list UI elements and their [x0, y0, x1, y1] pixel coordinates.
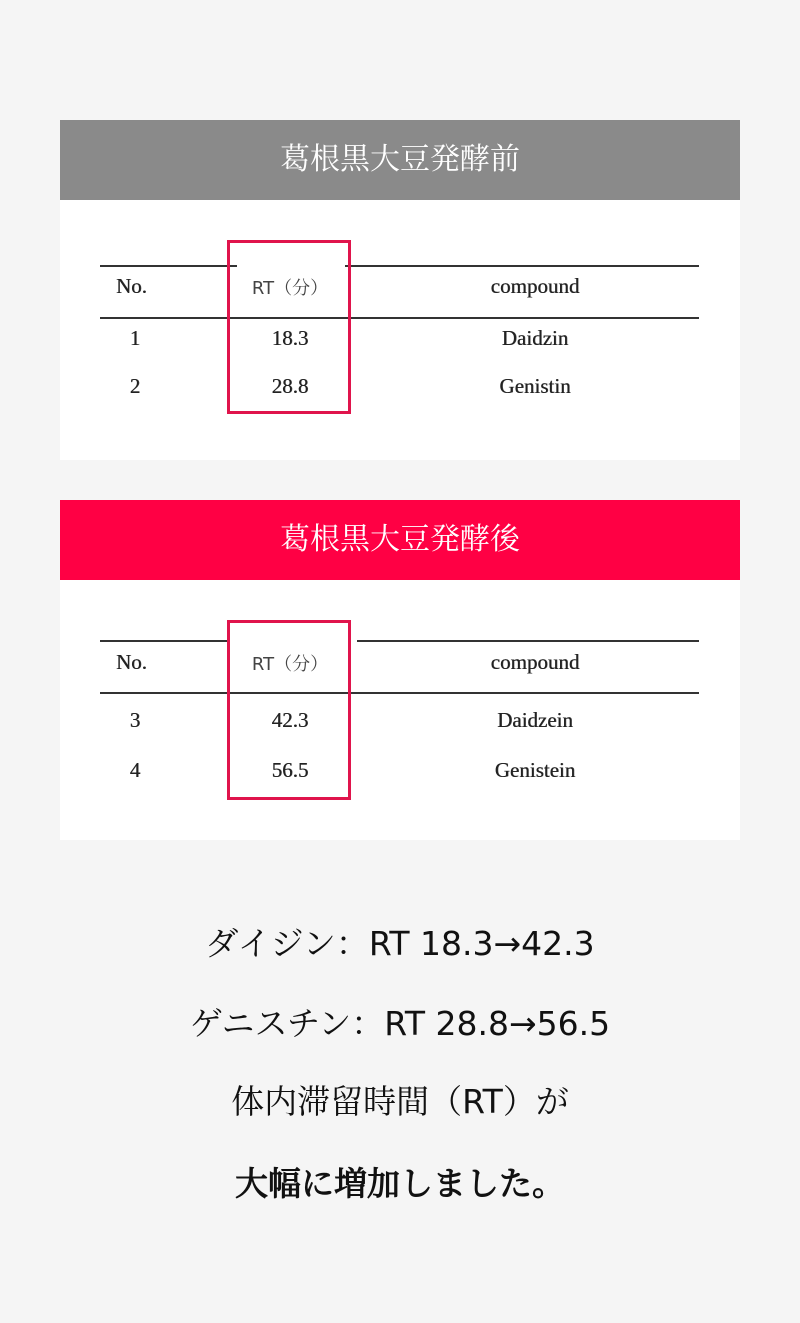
table-header-rule	[100, 692, 699, 694]
rt-column-highlight	[227, 240, 351, 414]
col-header-rt: RT（分）	[251, 654, 329, 675]
summary-genistin-rt: ゲニスチン：RT 28.8→56.5	[189, 1004, 611, 1043]
row-rt: 18.3	[271, 326, 309, 350]
rt-column-highlight	[227, 620, 351, 800]
row-no: 4	[129, 758, 141, 782]
after-card-title: 葛根黒大豆発酵後	[60, 500, 740, 580]
before-results-table	[60, 200, 740, 460]
after-results-table	[60, 580, 740, 840]
table-top-rule	[357, 640, 699, 642]
col-header-rt: RT（分）	[251, 278, 329, 299]
row-compound: Daidzein	[497, 708, 573, 732]
col-header-no: No.	[116, 650, 147, 674]
before-fermentation-card	[60, 120, 740, 460]
summary-rt-statement: 体内滞留時間（RT）が	[231, 1082, 569, 1121]
row-compound: Daidzin	[501, 326, 569, 350]
table-header-rule	[100, 317, 699, 319]
after-fermentation-card	[60, 500, 740, 840]
row-no: 2	[129, 374, 141, 398]
row-no: 1	[129, 326, 141, 350]
table-top-rule	[100, 265, 237, 267]
summary-daidzin-rt: ダイジン：RT 18.3→42.3	[205, 924, 595, 963]
col-header-no: No.	[116, 274, 147, 298]
row-rt: 56.5	[271, 758, 309, 782]
row-compound: Genistin	[499, 374, 571, 398]
row-rt: 42.3	[271, 708, 309, 732]
row-rt: 28.8	[271, 374, 309, 398]
before-card-title: 葛根黒大豆発酵前	[60, 120, 740, 200]
row-no: 3	[129, 708, 141, 732]
summary-conclusion: 大幅に増加しました。	[235, 1164, 565, 1203]
row-compound: Genistein	[494, 758, 576, 782]
table-top-rule	[345, 265, 699, 267]
table-top-rule	[100, 640, 227, 642]
col-header-compound: compound	[490, 650, 580, 674]
col-header-compound: compound	[490, 274, 580, 298]
